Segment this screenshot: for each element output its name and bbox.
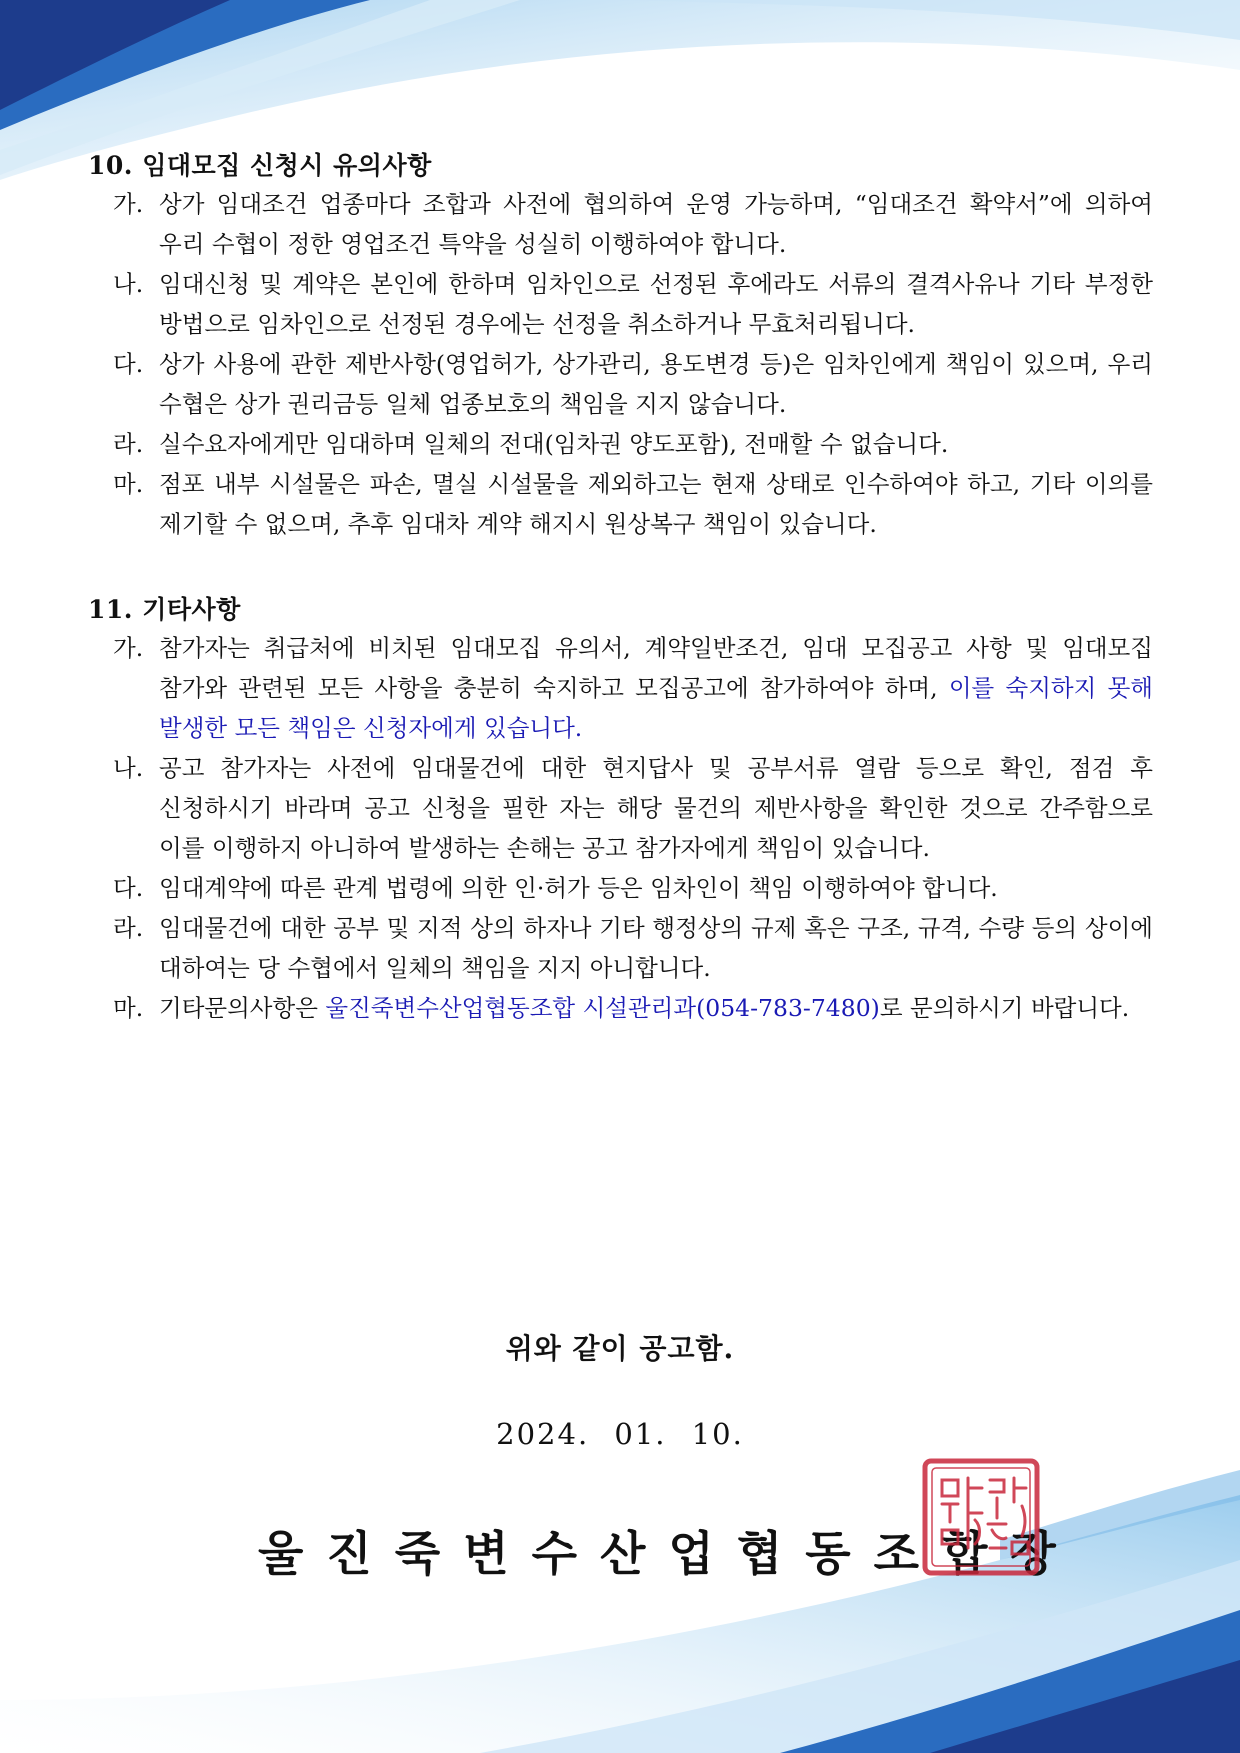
item-marker: 나. [113,754,144,782]
contact-highlight: 울진죽변수산업협동조합 시설관리과(054-783-7480) [325,994,880,1022]
item-text: 실수요자에게만 임대하며 일체의 전대(임차권 양도포함), 전매할 수 없습니다. [159,430,949,458]
section-11-title: 11. 기타사항 [88,595,241,624]
organization-name: 울진죽변수산업협동조합장 [258,1527,1079,1582]
item-marker: 마. [113,470,144,498]
section-10-item-na [113,264,1153,344]
announcement-text: 위와 같이 공고함. [505,1332,735,1365]
section-10-item-da [113,344,1153,424]
item-text-plain: 로 문의하시기 바랍니다. [879,994,1130,1022]
item-marker: 마. [113,994,144,1022]
announcement-date: 2024. 01. 10. [496,1417,744,1451]
item-marker: 가. [113,634,144,662]
item-text: 임대신청 및 계약은 본인에 한하며 임차인으로 선정된 후에라도 서류의 결격사유나 기타 부정한 방법으로 임차인으로 선정된 경우에는 선정을 취소하거나 무효처리됩니다. [159,270,1153,338]
item-text: 점포 내부 시설물은 파손, 멸실 시설물을 제외하고는 현재 상태로 인수하여야 하고, 기타 이의를 제기할 수 없으며, 추후 임대차 계약 해지시 원상복구 책임이 있습니다. [159,470,1153,538]
item-marker: 라. [113,430,144,458]
item-text-plain: 참가자는 취급처에 비치된 임대모집 유의서, 계약일반조건, 임대 모집공고 사항 및 임대모집 참가와 관련된 모든 사항을 충분히 숙지하고 모집공고에 참가하여야 하며, [159,634,1153,702]
item-text-highlight: 이를 숙지하지 못해 발생한 모든 책임은 신청자에게 있습니다. [159,674,1153,742]
item-marker: 다. [113,874,144,902]
item-text: 공고 참가자는 사전에 임대물건에 대한 현지답사 및 공부서류 열람 등으로 확인, 점검 후 신청하시기 바라며 공고 신청을 필한 자는 해당 물건의 제반사항을 확인한 것으로 간주함으로 이를 이행하지 아니하여 발생하는 손해는 공고 참가자에게 책임이 있습니다. [159,754,1153,862]
item-text: 임대계약에 따른 관계 법령에 의한 인·허가 등은 임차인이 책임 이행하여야 합니다. [159,874,998,902]
section-11-item-ma [113,988,1153,1028]
section-11-item-da [113,868,1153,908]
section-10-item-ra [113,424,1153,464]
section-11-item-ga [113,628,1153,748]
item-text [159,988,1153,1028]
item-marker: 가. [113,190,144,218]
item-text-plain: 기타문의사항은 [159,994,326,1022]
item-text: 임대물건에 대한 공부 및 지적 상의 하자나 기타 행정상의 규제 혹은 구조, 규격, 수량 등의 상이에 대하여는 당 수협에서 일체의 책임을 지지 아니합니다. [159,914,1153,982]
item-text [159,628,1153,748]
section-10-title: 10. 임대모집 신청시 유의사항 [88,151,432,180]
section-11-item-ra [113,908,1153,988]
item-marker: 라. [113,914,144,942]
item-marker: 나. [113,270,144,298]
section-11-item-na [113,748,1153,868]
item-text: 상가 사용에 관한 제반사항(영업허가, 상가관리, 용도변경 등)은 임차인에게 책임이 있으며, 우리 수협은 상가 권리금등 일체 업종보호의 책임을 지지 않습니다. [159,350,1153,418]
section-10-item-ma [113,464,1153,544]
item-marker: 다. [113,350,144,378]
official-seal-icon [922,1458,1040,1576]
item-text: 상가 임대조건 업종마다 조합과 사전에 협의하여 운영 가능하며, “임대조건 확약서”에 의하여 우리 수협이 정한 영업조건 특약을 성실히 이행하여야 합니다. [159,190,1153,258]
section-10-item-ga [113,184,1153,264]
